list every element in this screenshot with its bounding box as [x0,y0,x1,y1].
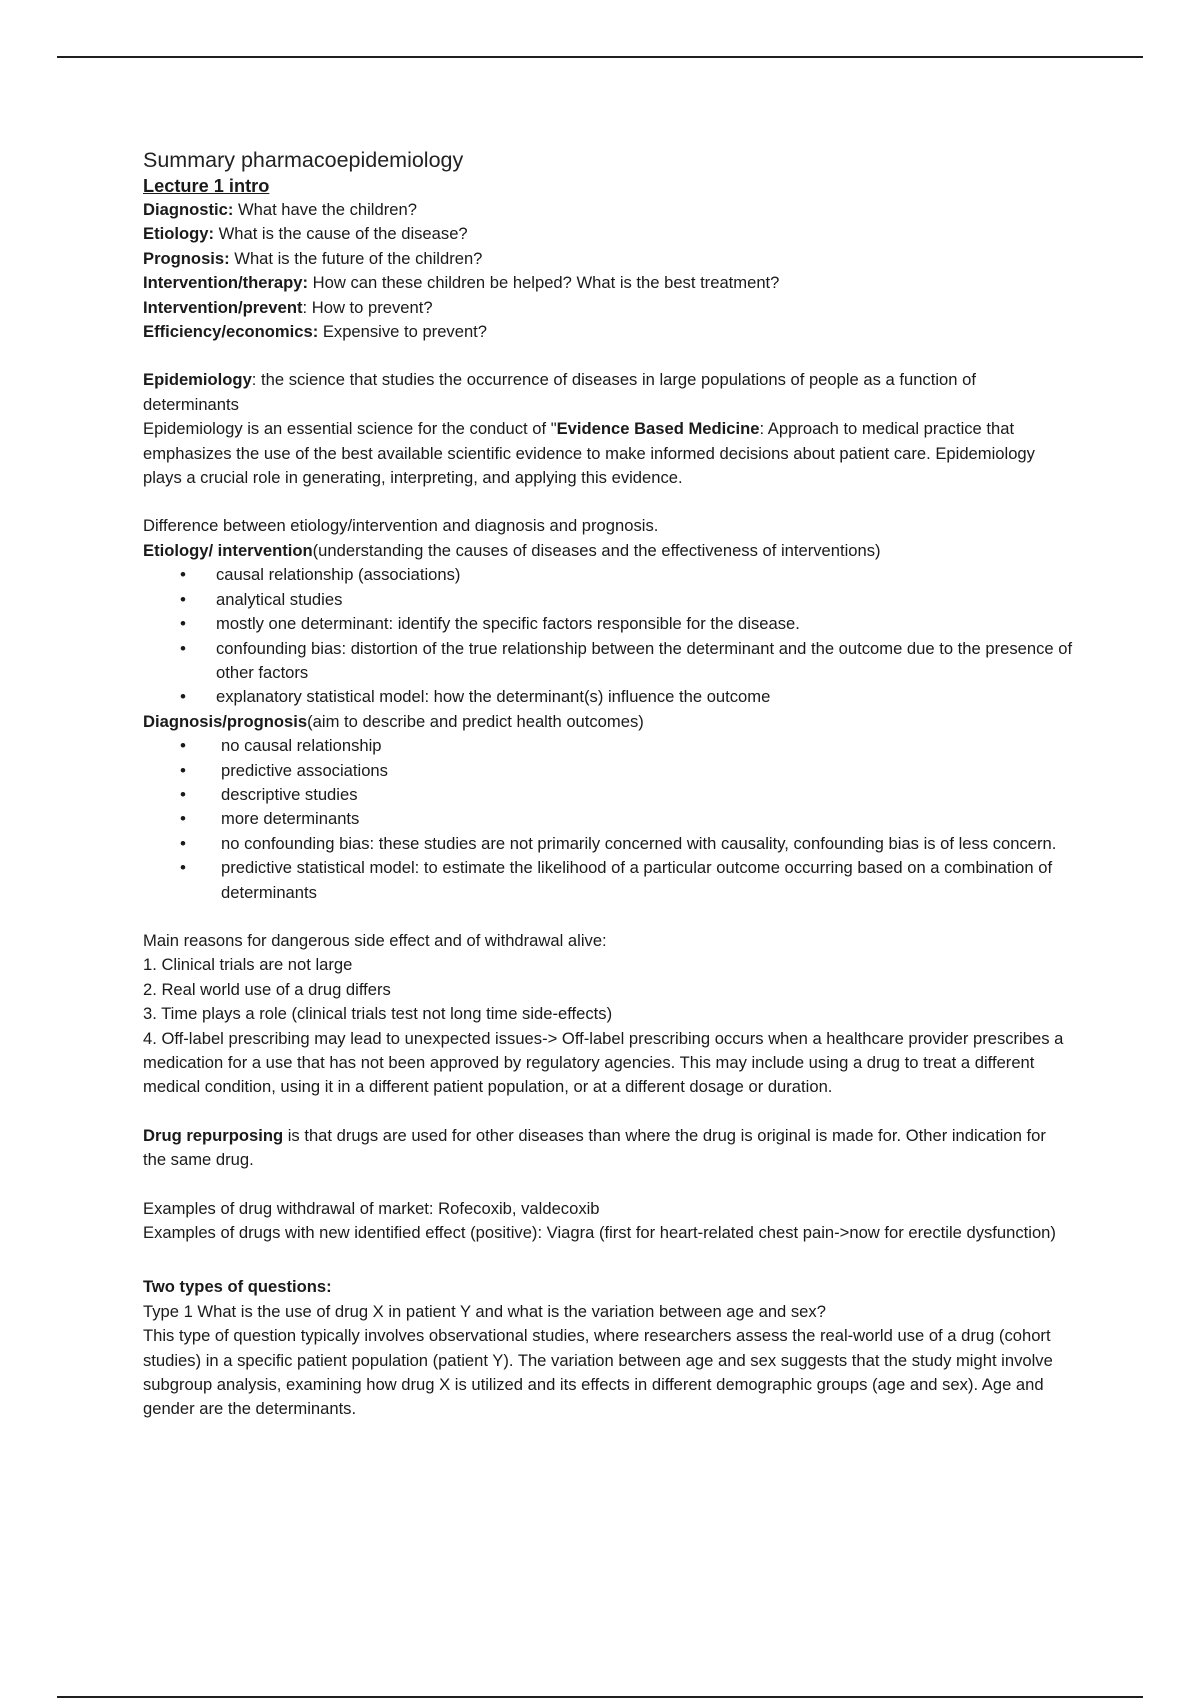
question-intervention-prevent: Intervention/prevent: How to prevent? [143,297,433,317]
reason-item: 1. Clinical trials are not large [143,955,353,975]
reasons-intro: Main reasons for dangerous side effect and of withdrawal alive: [143,930,607,950]
repurposing-paragraph: Drug repurposing is that drugs are used for other diseases than where the drug is original is made for. Other indication for the same drug. [143,1125,1046,1170]
list-item: • causal relationship (associations) [143,563,1073,587]
etiology-list [143,563,1073,709]
question-etiology: Etiology: What is the cause of the disease? [143,224,468,244]
list-item: • predictive associations [143,759,1073,783]
list-item: • analytical studies [143,588,1073,612]
difference-intro: Difference between etiology/intervention and diagnosis and prognosis. [143,516,659,536]
list-item: • predictive statistical model: to estimate the likelihood of a particular outcome occurring based on a combination of determinants [143,856,1073,905]
lecture-heading: Lecture 1 intro [143,176,270,196]
reason-item: 3. Time plays a role (clinical trials test not long time side-effects) [143,1004,613,1024]
question-type-1-explanation: This type of question typically involves observational studies, where researchers assess the real-world use of a drug (cohort studies) in a specific patient population (patient Y). The variation between age and sex suggests that the study might involve subgroup analysis, examining how drug X is utilized and its effects in different demographic groups (age and sex). Age and gender are the determinants. [143,1326,1053,1419]
header-rule [57,56,1143,58]
question-types-heading: Two types of questions: [143,1277,332,1297]
etiology-heading: Etiology/ intervention(understanding the causes of diseases and the effectiveness of interventions) [143,540,881,560]
list-item: • more determinants [143,807,1073,831]
diagnosis-list [143,734,1073,905]
question-list [143,198,1073,344]
list-item: • confounding bias: distortion of the true relationship between the determinant and the outcome due to the presence of other factors [143,637,1073,686]
document-title: Summary pharmacoepidemiology [143,148,464,172]
new-effect-examples: Examples of drugs with new identified effect (positive): Viagra (first for heart-related chest pain->now for erectile dysfunction) [143,1223,1056,1243]
reason-item: 2. Real world use of a drug differs [143,979,391,999]
question-efficiency: Efficiency/economics: Expensive to prevent? [143,322,488,342]
list-item: • mostly one determinant: identify the specific factors responsible for the disease. [143,612,1073,636]
epidemiology-definition: Epidemiology: the science that studies the occurrence of diseases in large populations of people as a function of determinants [143,370,976,414]
diagnosis-heading: Diagnosis/prognosis(aim to describe and predict health outcomes) [143,711,644,731]
withdrawal-examples: Examples of drug withdrawal of market: Rofecoxib, valdecoxib [143,1198,600,1218]
document-body [143,146,1073,1422]
question-intervention-therapy: Intervention/therapy: How can these children be helped? What is the best treatment? [143,273,780,293]
reason-item: 4. Off-label prescribing may lead to unexpected issues-> Off-label prescribing occurs when a healthcare provider prescribes a medication for a use that has not been approved by regulatory agencies. This may include using a drug to treat a different medical condition, using it in a different patient population, or at a different dosage or duration. [143,1028,1064,1097]
list-item: • no confounding bias: these studies are not primarily concerned with causality, confounding bias is of less concern. [143,832,1073,856]
ebm-paragraph: Epidemiology is an essential science for the conduct of "Evidence Based Medicine: Approach to medical practice that emphasizes the use of the best available scientific evidence to make informed decisions about patient care. Epidemiology plays a crucial role in generating, interpreting, and applying this evidence. [143,419,1035,488]
list-item: • descriptive studies [143,783,1073,807]
question-type-1: Type 1 What is the use of drug X in patient Y and what is the variation between age and sex? [143,1301,826,1321]
list-item: • no causal relationship [143,734,1073,758]
question-diagnostic: Diagnostic: What have the children? [143,200,417,219]
footer-rule [57,1696,1143,1698]
list-item: • explanatory statistical model: how the determinant(s) influence the outcome [143,685,1073,709]
question-prognosis: Prognosis: What is the future of the children? [143,248,483,268]
